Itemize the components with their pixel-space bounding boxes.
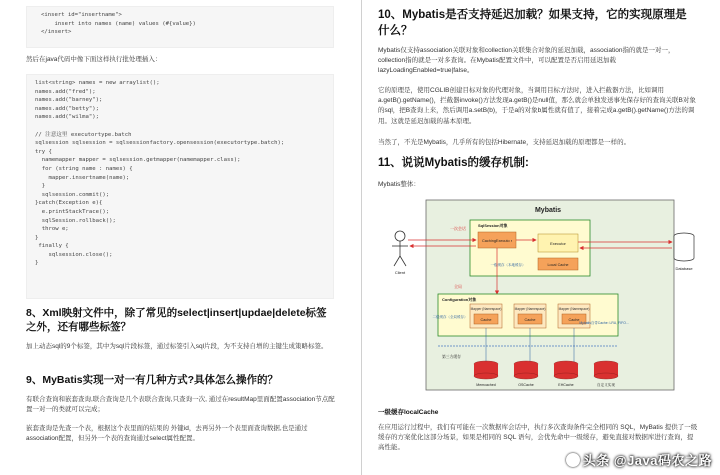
local-cache-desc: 一级缓存（本地缓存） xyxy=(490,263,526,267)
caching-executor-label: CachingExecuto r xyxy=(482,239,512,243)
sqlsession-label: SqlSession对象 xyxy=(478,223,508,228)
mybatis-own-cache-label: Mybatis自带Cache: LRU, FIFO... xyxy=(579,321,629,325)
right-page xyxy=(361,0,720,475)
executor-label: Executor xyxy=(550,241,566,246)
mapper-label-3: Mapper (Namespace) xyxy=(558,307,590,311)
diagram-caption: Mybatis整体： xyxy=(378,181,420,188)
second-cache-desc: 二级缓存（全局缓存） xyxy=(432,315,468,319)
paragraph-q9-b: 嵌套查询是先查一个表，根据这个表里面的结果的 外键id，去再另外一个表里面查询数据,也是通过association配置，但另外一个表的查询通过select属性配置。 xyxy=(26,425,308,443)
mybatis-title: Mybatis xyxy=(534,207,562,214)
paragraph-q10-a: Mybatis仅支持association关联对象和collection关联集合对象的延迟加载，association指的就是一对一，collection指的就是一对多查询。在Mybatis配置文件中，可以配置是否启用延迟加载lazyLoadingEnabled=true|false。 xyxy=(378,47,675,75)
heading-local-cache: 一级缓存localCache xyxy=(378,409,439,416)
watermark-text: 头条 @Java码农之路 xyxy=(582,453,712,468)
client-icon xyxy=(395,231,405,241)
global-label: 全局 xyxy=(454,284,462,289)
watermark xyxy=(566,450,712,469)
store-label-custom: 自定义实现 xyxy=(597,383,615,387)
third-party-label: 第三方缓存 xyxy=(442,355,461,359)
heading-q8: 8、Xml映射文件中，除了常见的select|insert|updae|delete标签之外，还有哪些标签？ xyxy=(26,307,327,333)
paragraph-q10-c: 当然了，不光是Mybatis，几乎所有的包括Hibernate，支持延迟加载的原理都是一样的。 xyxy=(378,139,631,146)
heading-q10: 10、Mybatis是否支持延迟加载？如果支持，它的实现原理是什么？ xyxy=(378,9,687,37)
heading-q9: 9、MyBatis实现一对一有几种方式?具体怎么操作的？ xyxy=(26,374,279,386)
code-block-insert: <insert id="insertname"> insert into names (name) values (#{value}) </insert> xyxy=(26,6,334,48)
cache-label-1: Cache xyxy=(480,318,492,322)
cache-label-2: Cache xyxy=(524,318,536,322)
mapper-label-2: Mapper (Namespace) xyxy=(514,307,546,311)
toutiao-logo-icon xyxy=(566,453,580,467)
client-label: Client xyxy=(394,270,406,275)
paragraph-q9-a: 有联合查询和嵌套查询,联合查询是几个表联合查询,只查询一次, 通过在resultMap里面配置association节点配置一对一的类就可以完成； xyxy=(26,396,335,414)
mybatis-architecture-diagram xyxy=(378,196,708,396)
paragraph-q8: 加上动态sql的9个标签，其中为sql片段标签，通过标签引入sql片段，为不支持自增的主键生成策略标签。 xyxy=(26,343,328,350)
database-label: Database xyxy=(675,266,693,271)
mapper-label-1: Mapper (Namespace) xyxy=(470,307,502,311)
store-label-ehcache: EHCache xyxy=(558,383,574,387)
heading-q11: 11、说说Mybatis的缓存机制: xyxy=(378,157,529,169)
paragraph-q10-b: 它的原理是，使用CGLIB创建目标对象的代理对象，当调用目标方法时，进入拦截器方法，比如调用a.getB().getName()，拦截器invoke()方法发现a.getB()是null值，那么就会单独发送事先保存好的查询关联B对象的sql，把B查询上来，然后调用a.setB(b)，于是a的对象b属性就有值了，接着完成a.getB().getName()方法的调用。这就是延迟加载的基本原理。 xyxy=(378,87,696,125)
store-label-memcached: Memcached xyxy=(476,383,496,387)
paragraph-local-cache: 在应用运行过程中，我们有可能在一次数据库会话中，执行多次查询条件完全相同的 SQL，MyBatis 提供了一级缓存的方案优化这部分场景，如果是相同的 SQL 语句，会优先命中一级缓存，避免直接对数据库进行查询，提高性能。 xyxy=(378,424,698,452)
code-block-batch: list<string> names = new arraylist(); names.add("fred"); names.add("barney"); names.add("betty"); names.add("wilma"); // 注意这里 executortype.batch sqlsession sqlsession = sqlsessionfactory.opensession(executortype.batch); try { namemapper mapper = sqlsession.getmapper(namemapper.class); for (string name : names) { mapper.insertname(name); } sqlsession.commit(); }catch(Exception e){ e.printStackTrace(); sqlSession.rollback(); throw e; } finally { sqlsession.close(); } xyxy=(26,74,334,299)
one-session-label: 一次会话 xyxy=(450,226,466,231)
store-label-oscache: OSCache xyxy=(518,383,534,387)
cache-store-custom xyxy=(594,361,618,387)
local-cache-label: Local Cache xyxy=(547,263,569,267)
paragraph-batch-intro: 然后在java代码中像下面这样执行批处理插入： xyxy=(26,56,162,63)
cache-store-memcached xyxy=(474,361,498,387)
cache-label-3: Cache xyxy=(568,318,580,322)
configuration-label: Configuration对象 xyxy=(442,297,477,302)
